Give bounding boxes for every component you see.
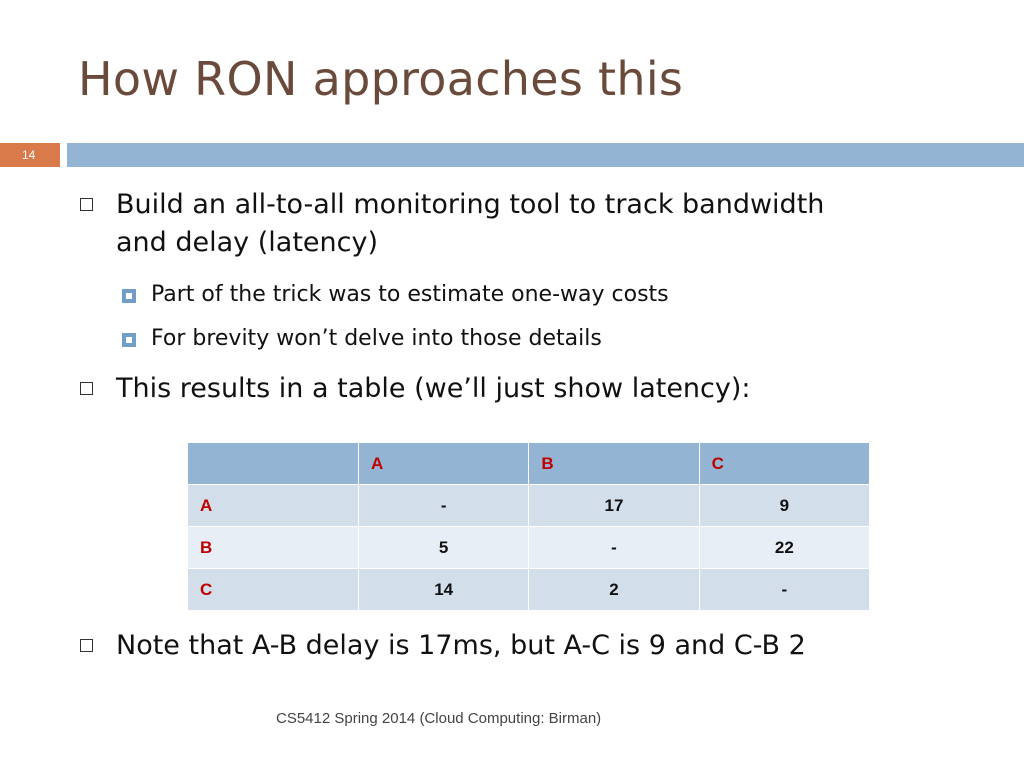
- subbullet-one-way-costs: [151, 280, 669, 310]
- slide-number-bar: [0, 143, 60, 167]
- bullet-text: This results in a table (we’ll just show latency):: [116, 373, 751, 404]
- hollow-square-bullet-icon: [80, 382, 93, 395]
- table-header-row: [188, 443, 870, 485]
- table-header-cell: B: [529, 443, 699, 485]
- title-divider-bar: [67, 143, 1024, 167]
- bullet-text-line1: Build an all-to-all monitoring tool to track bandwidth: [116, 189, 825, 220]
- table-cell: 22: [699, 527, 869, 569]
- table-cell: 2: [529, 569, 699, 611]
- slide-footer: CS5412 Spring 2014 (Cloud Computing: Birman): [276, 710, 602, 727]
- table-row: [188, 569, 870, 611]
- table-cell: 14: [359, 569, 529, 611]
- table-row: [188, 485, 870, 527]
- subbullet-text: For brevity won’t delve into those details: [151, 326, 602, 351]
- table-cell: -: [529, 527, 699, 569]
- subbullet-text: Part of the trick was to estimate one-way costs: [151, 282, 669, 307]
- bullet-text-line2: and delay (latency): [116, 227, 378, 258]
- table-header-cell: A: [359, 443, 529, 485]
- row-label: B: [188, 527, 359, 569]
- table-cell: 17: [529, 485, 699, 527]
- table-header-cell: C: [699, 443, 869, 485]
- filled-square-bullet-icon: [122, 333, 136, 347]
- table-row: [188, 527, 870, 569]
- latency-table: [187, 442, 870, 611]
- table-header-cell: [188, 443, 359, 485]
- hollow-square-bullet-icon: [80, 639, 93, 652]
- bullet-note: [116, 627, 956, 665]
- table-cell: -: [359, 485, 529, 527]
- table-cell: -: [699, 569, 869, 611]
- slide-title: How RON approaches this: [78, 52, 684, 106]
- subbullet-brevity: [151, 324, 602, 354]
- row-label: A: [188, 485, 359, 527]
- bullet-text: Note that A-B delay is 17ms, but A-C is 9 and C-B 2: [116, 630, 806, 661]
- table-cell: 5: [359, 527, 529, 569]
- filled-square-bullet-icon: [122, 289, 136, 303]
- hollow-square-bullet-icon: [80, 198, 93, 211]
- slide-number: 14: [22, 148, 36, 162]
- bullet-monitoring: [116, 186, 936, 262]
- row-label: C: [188, 569, 359, 611]
- bullet-table-intro: [116, 370, 936, 408]
- table-cell: 9: [699, 485, 869, 527]
